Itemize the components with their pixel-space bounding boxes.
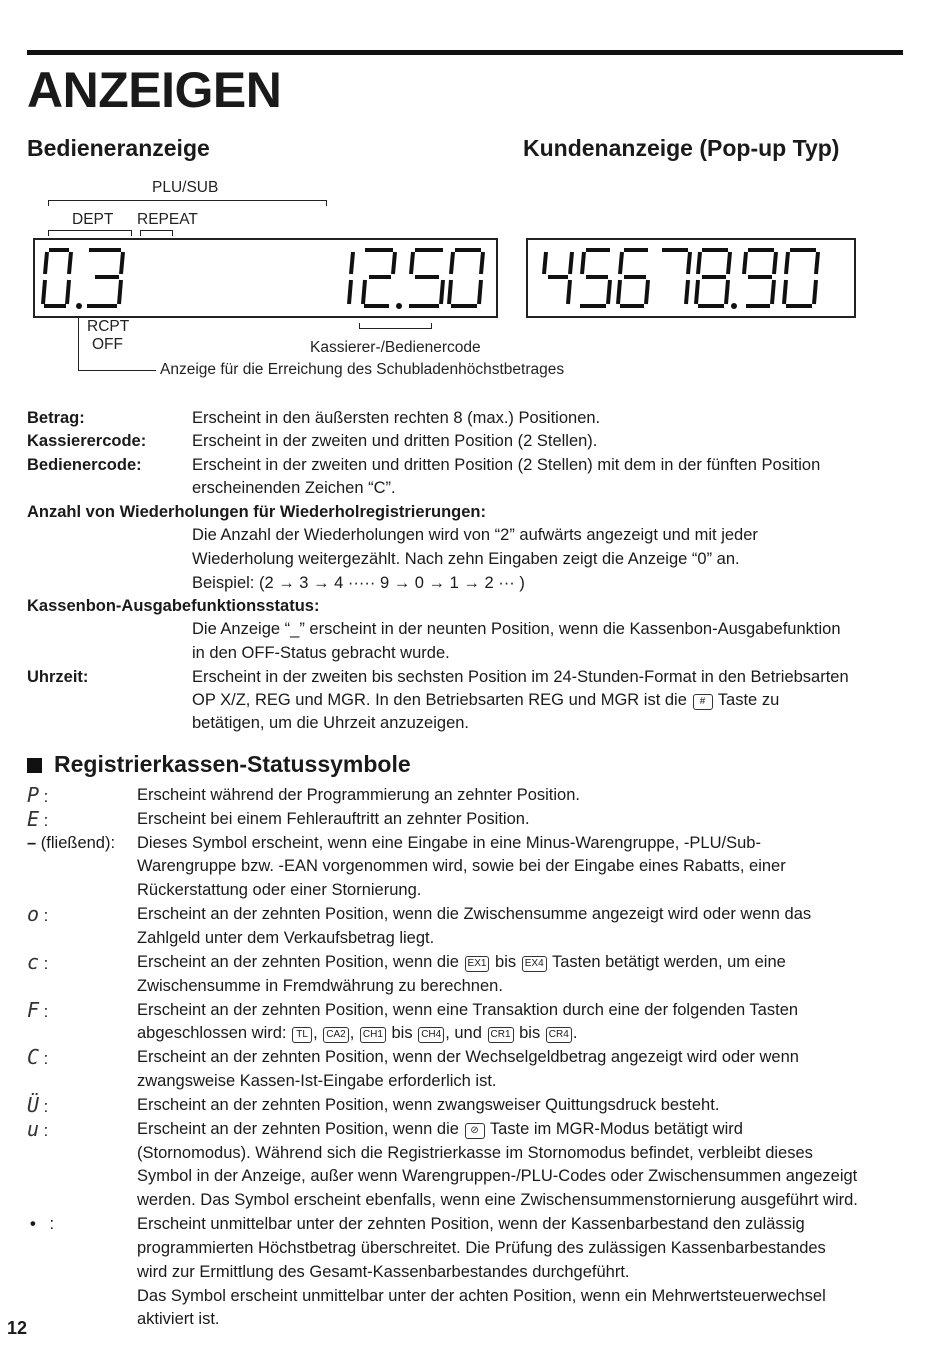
status-text: Erscheint an der zehnten Position, wenn der Wechselgeldbetrag angezeigt wird oder wenn [137,1048,799,1066]
status-text: programmierten Höchstbetrag überschreitet. Die Prüfung des zulässigen Kassenbarbestandes [137,1239,826,1257]
status-text: Erscheint bei einem Fehlerauftritt an zehnter Position. [137,810,530,828]
def-text: Die Anzeige “_” erscheint in der neunten Position, wenn die Kassenbon-Ausgabefunktion [192,620,841,638]
operator-display [33,238,498,318]
status-text: Erscheint unmittelbar unter der zehnten Position, wenn der Kassenbarbestand den zulässig [137,1215,805,1233]
page-number: 12 [7,1318,28,1338]
status-text: Erscheint während der Programmierung an zehnter Position. [137,786,580,804]
def-text: erscheinenden Zeichen “C”. [192,479,396,497]
status-text: (Stornomodus). Während sich die Registrierkasse im Stornomodus befindet, verbleibt dieses [137,1144,813,1162]
customer-display-digits [528,240,854,316]
repeat-label: REPEAT [137,211,198,228]
ca2-key-icon: CA2 [323,1027,348,1043]
status-text: Zwischensumme in Fremdwährung zu berechnen. [137,977,503,995]
status-text: Symbol in der Anzeige, außer wenn Warengruppen-/PLU-Codes oder Zwischensummen angezeigt [137,1167,858,1185]
page-title: ANZEIGEN [27,62,282,118]
status-symbol-c: c : [27,950,49,974]
dept-bracket [48,230,132,231]
operator-display-digits [35,240,496,316]
def-text: Erscheint in der zweiten und dritten Position (2 Stellen) mit dem in der fünften Position [192,456,821,474]
cashier-code-bracket [359,328,432,329]
status-symbol-dot: • : [30,1215,55,1233]
void-key-icon: ⊘ [465,1123,485,1139]
status-symbol-minus: – (fließend): [27,834,116,852]
status-text: Das Symbol erscheint unmittelbar unter der achten Position, wenn ein Mehrwertsteuerwechsel [137,1287,826,1305]
status-text: Zahlgeld unter dem Verkaufsbetrag liegt. [137,929,435,947]
rcpt-label: RCPT [87,318,130,335]
status-symbol-o: o : [27,902,49,926]
def-term-bedienercode: Bedienercode: [27,456,142,474]
status-section-heading: Registrierkassen-Statussymbole [27,750,411,778]
def-text: in den OFF-Status gebracht wurde. [192,644,450,662]
def-text: Beispiel: (2 → 3 → 4 ····· 9 → 0 → 1 → 2 ··· ) [192,574,525,592]
customer-display-heading: Kundenanzeige (Pop-up Typ) [523,135,840,161]
def-text: betätigen, um die Uhrzeit anzuzeigen. [192,714,470,732]
def-term-kassenbon: Kassenbon-Ausgabefunktionsstatus: [27,597,320,615]
status-text: Rückerstattung oder einer Stornierung. [137,881,422,899]
drawer-limit-leader [78,316,79,371]
status-text: zwangsweise Kassen-Ist-Eingabe erforderlich ist. [137,1072,497,1090]
status-symbol-f: F : [27,998,49,1022]
hash-key-icon: # [693,694,713,710]
def-text: OP X/Z, REG und MGR. In den Betriebsarten REG und MGR ist die # Taste zu [192,691,780,709]
def-text: Erscheint in der zweiten bis sechsten Position im 24-Stunden-Format in den Betriebsarten [192,668,849,686]
status-text: werden. Das Symbol erscheint ebenfalls, wenn eine Zwischensummenstornierung ausgeführt wird. [137,1191,858,1209]
tl-key-icon: TL [292,1027,312,1043]
status-text: abgeschlossen wird: TL , CA2 , CH1 bis CH4 , und CR1 bis CR4 . [137,1024,578,1042]
cashier-code-label: Kassierer-/Bedienercode [310,339,481,356]
def-term-uhrzeit: Uhrzeit: [27,668,89,686]
def-term-betrag: Betrag: [27,409,85,427]
status-text: Erscheint an der zehnten Position, wenn die EX1 bis EX4 Tasten betätigt werden, um eine [137,953,786,971]
def-text: Erscheint in den äußersten rechten 8 (max.) Positionen. [192,409,601,427]
def-term-kassierercode: Kassierercode: [27,432,147,450]
plu-sub-bracket [48,200,327,201]
cr4-key-icon: CR4 [546,1027,572,1043]
status-text: aktiviert ist. [137,1310,220,1328]
operator-display-heading: Bedieneranzeige [27,135,210,161]
repeat-bracket [140,230,173,231]
status-text: Erscheint an der zehnten Position, wenn die ⊘ Taste im MGR-Modus betätigt wird [137,1120,743,1138]
def-text: Die Anzahl der Wiederholungen wird von “2” aufwärts angezeigt und mit jeder [192,526,758,544]
status-symbol-p: P : [27,783,49,807]
status-symbol-receipt: Ü : [27,1093,49,1117]
ch4-key-icon: CH4 [418,1027,444,1043]
ex4-key-icon: EX4 [522,956,547,972]
drawer-limit-label: Anzeige für die Erreichung des Schubladenhöchstbetrages [160,361,565,378]
def-text: Wiederholung weitergezählt. Nach zehn Eingaben zeigt die Anzeige “0” an. [192,550,740,568]
status-text: Erscheint an der zehnten Position, wenn die Zwischensumme angezeigt wird oder wenn das [137,905,812,923]
status-symbol-change: C : [27,1045,49,1069]
ch1-key-icon: CH1 [360,1027,386,1043]
status-text: Warengruppe bzw. -EAN vorgenommen wird, sowie bei der Eingabe eines Rabatts, einer [137,857,786,875]
ex1-key-icon: EX1 [465,956,490,972]
status-text: Erscheint an der zehnten Position, wenn zwangsweiser Quittungsdruck besteht. [137,1096,720,1114]
status-symbol-void: u : [27,1117,49,1141]
off-label: OFF [92,336,123,353]
status-text: Erscheint an der zehnten Position, wenn eine Transaktion durch eine der folgenden Tasten [137,1001,799,1019]
dept-label: DEPT [72,211,114,228]
cr1-key-icon: CR1 [488,1027,514,1043]
top-rule [27,50,903,55]
plu-sub-label: PLU/SUB [152,179,219,196]
square-bullet-icon [27,758,42,773]
def-term-wiederholungen: Anzahl von Wiederholungen für Wiederholregistrierungen: [27,503,486,521]
status-symbol-e: E : [27,807,49,831]
def-text: Erscheint in der zweiten und dritten Position (2 Stellen). [192,432,598,450]
status-text: wird zur Ermittlung des Gesamt-Kassenbarbestandes durchgeführt. [137,1263,630,1281]
customer-display [526,238,856,318]
status-text: Dieses Symbol erscheint, wenn eine Eingabe in eine Minus-Warengruppe, -PLU/Sub- [137,834,761,852]
